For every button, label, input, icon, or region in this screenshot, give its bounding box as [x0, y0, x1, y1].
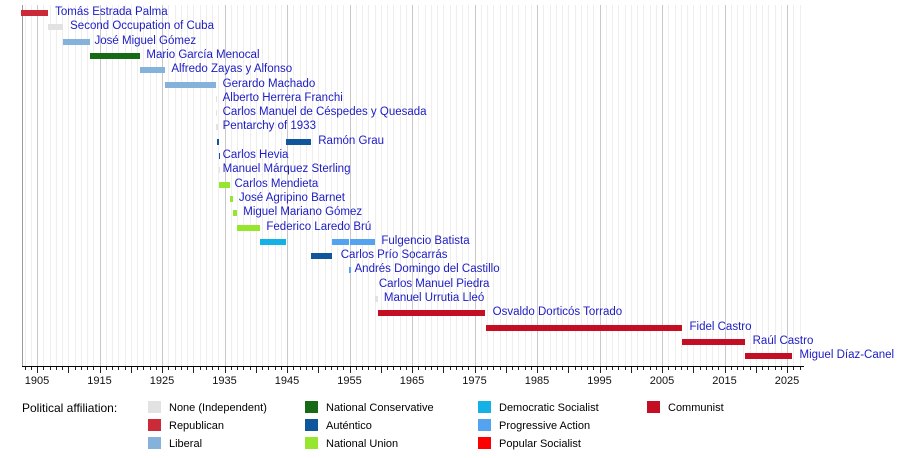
minor-tick — [175, 367, 176, 370]
person-label[interactable]: Mario García Menocal — [146, 48, 260, 61]
decade-gridline — [350, 5, 351, 366]
minor-tick — [468, 367, 469, 370]
year-gridline — [81, 5, 82, 366]
minor-tick — [181, 367, 182, 370]
major-tick — [193, 367, 194, 373]
timeline-bar-segment — [230, 196, 233, 202]
year-gridline — [762, 5, 763, 366]
year-gridline — [756, 5, 757, 366]
timeline-bar-segment — [286, 139, 311, 145]
year-gridline — [25, 5, 26, 366]
minor-tick — [712, 367, 713, 370]
person-label[interactable]: Carlos Hevia — [222, 149, 289, 161]
major-tick — [287, 367, 288, 373]
minor-tick — [281, 367, 282, 370]
year-gridline — [318, 5, 319, 366]
minor-tick — [168, 367, 169, 370]
year-gridline — [637, 5, 638, 366]
legend-swatch-republican — [148, 419, 161, 431]
timeline-bar-segment — [375, 296, 378, 302]
minor-tick — [625, 367, 626, 370]
minor-tick — [312, 367, 313, 370]
person-label[interactable]: Alfredo Zayas y Alfonso — [171, 63, 293, 76]
minor-tick — [668, 367, 669, 370]
minor-tick — [25, 367, 26, 370]
year-gridline — [675, 5, 676, 366]
legend-swatch-autentico — [305, 419, 318, 431]
plot-left-border — [22, 5, 23, 366]
year-gridline — [775, 5, 776, 366]
minor-tick — [212, 367, 213, 370]
legend-swatch-communist — [647, 401, 660, 413]
minor-tick — [50, 367, 51, 370]
minor-tick — [650, 367, 651, 370]
year-gridline — [743, 5, 744, 366]
person-label[interactable]: Osvaldo Dorticós Torrado — [492, 306, 623, 319]
major-tick — [100, 367, 101, 373]
timeline-bar-segment — [311, 253, 332, 259]
minor-tick — [587, 367, 588, 370]
minor-tick — [518, 367, 519, 370]
person-label[interactable]: Ramón Grau — [318, 134, 385, 147]
axis-tick-label: 1945 — [274, 375, 300, 387]
major-tick — [37, 367, 38, 373]
minor-tick — [531, 367, 532, 370]
major-tick — [162, 367, 163, 373]
legend-swatch-popular-socialist — [478, 437, 491, 449]
decade-gridline — [787, 5, 788, 366]
legend-label-autentico: Auténtico — [326, 420, 372, 432]
year-gridline — [356, 5, 357, 366]
year-gridline — [800, 5, 801, 366]
timeline-bar-segment — [219, 182, 231, 188]
year-gridline — [625, 5, 626, 366]
person-label[interactable]: Gerardo Machado — [222, 77, 316, 90]
minor-tick — [337, 367, 338, 370]
person-label[interactable]: José Agripino Barnet — [238, 191, 345, 204]
axis-tick-label: 1925 — [149, 375, 175, 387]
timeline-bar-segment — [21, 10, 48, 16]
year-gridline — [106, 5, 107, 366]
timeline-bar-segment — [745, 353, 792, 359]
minor-tick — [112, 367, 113, 370]
axis-tick-label: 1935 — [212, 375, 237, 387]
minor-tick — [306, 367, 307, 370]
timeline-bar-segment — [140, 67, 165, 73]
year-gridline — [362, 5, 363, 366]
year-gridline — [43, 5, 44, 366]
minor-tick — [231, 367, 232, 370]
minor-tick — [206, 367, 207, 370]
timeline-bar-segment — [682, 339, 745, 345]
legend-label-national-conservative: National Conservative — [326, 402, 434, 414]
major-tick — [725, 367, 726, 373]
year-gridline — [62, 5, 63, 366]
minor-tick — [387, 367, 388, 370]
minor-tick — [706, 367, 707, 370]
minor-tick — [156, 367, 157, 370]
axis-tick-label: 1985 — [524, 375, 550, 387]
year-gridline — [718, 5, 719, 366]
person-label[interactable]: Carlos Manuel de Céspedes y Quesada — [222, 106, 427, 119]
minor-tick — [31, 367, 32, 370]
minor-tick — [731, 367, 732, 370]
axis-tick-label: 1905 — [24, 375, 50, 387]
year-gridline — [768, 5, 769, 366]
person-label[interactable]: Carlos Prío Socarrás — [340, 249, 448, 262]
minor-tick — [718, 367, 719, 370]
person-label[interactable]: Pentarchy of 1933 — [222, 120, 316, 133]
major-tick — [443, 367, 444, 373]
major-tick — [318, 367, 319, 373]
minor-tick — [556, 367, 557, 370]
major-tick — [381, 367, 382, 373]
axis-tick-label: 1995 — [587, 375, 612, 387]
minor-tick — [781, 367, 782, 370]
minor-tick — [300, 367, 301, 370]
minor-tick — [275, 367, 276, 370]
person-label[interactable]: Alberto Herrera Franchi — [222, 91, 343, 104]
minor-tick — [56, 367, 57, 370]
minor-tick — [675, 367, 676, 370]
minor-tick — [487, 367, 488, 370]
year-gridline — [143, 5, 144, 366]
person-label[interactable]: Carlos Mendieta — [234, 177, 319, 190]
year-gridline — [631, 5, 632, 366]
year-gridline — [793, 5, 794, 366]
major-tick — [412, 367, 413, 373]
timeline-bar-segment — [216, 96, 218, 102]
major-tick — [131, 367, 132, 373]
timeline-bar-segment — [233, 210, 237, 216]
major-tick — [631, 367, 632, 373]
minor-tick — [593, 367, 594, 370]
year-gridline — [31, 5, 32, 366]
minor-tick — [581, 367, 582, 370]
legend-label-communist: Communist — [668, 402, 724, 414]
year-gridline — [56, 5, 57, 366]
major-tick — [756, 367, 757, 373]
person-label[interactable]: Manuel Márquez Sterling — [222, 163, 351, 176]
year-gridline — [87, 5, 88, 366]
minor-tick — [750, 367, 751, 370]
legend-title: Political affiliation: — [22, 401, 118, 415]
axis-tick-label: 1915 — [87, 375, 112, 387]
legend-label-popular-socialist: Popular Socialist — [499, 438, 581, 450]
legend-label-liberal: Liberal — [169, 438, 203, 450]
legend-swatch-liberal — [148, 437, 161, 449]
axis-tick-label: 2005 — [649, 375, 675, 387]
year-gridline — [50, 5, 51, 366]
axis-tick-label: 1965 — [399, 375, 425, 387]
legend-swatch-national-union — [305, 437, 318, 449]
minor-tick — [325, 367, 326, 370]
person-label[interactable]: Raúl Castro — [752, 334, 814, 347]
minor-tick — [62, 367, 63, 370]
timeline-bar-segment — [486, 325, 681, 331]
major-tick — [568, 367, 569, 373]
person-label[interactable]: Second Occupation of Cuba — [70, 20, 214, 33]
legend-swatch-democratic-socialist — [478, 401, 491, 413]
minor-tick — [462, 367, 463, 370]
person-label[interactable]: Fidel Castro — [689, 320, 752, 333]
year-gridline — [681, 5, 682, 366]
minor-tick — [700, 367, 701, 370]
person-label[interactable]: Miguel Díaz-Canel — [799, 349, 895, 362]
minor-tick — [150, 367, 151, 370]
axis-tick-label: 2015 — [712, 375, 737, 387]
minor-tick — [525, 367, 526, 370]
legend-label-none: None (Independent) — [169, 402, 267, 414]
minor-tick — [143, 367, 144, 370]
person-label[interactable]: Manuel Urrutia Lleó — [383, 292, 485, 304]
minor-tick — [81, 367, 82, 370]
minor-tick — [200, 367, 201, 370]
minor-tick — [125, 367, 126, 370]
person-label[interactable]: Andrés Domingo del Castillo — [354, 263, 500, 276]
timeline-bar-segment — [332, 239, 349, 245]
year-gridline — [712, 5, 713, 366]
minor-tick — [118, 367, 119, 370]
minor-tick — [268, 367, 269, 370]
major-tick — [787, 367, 788, 373]
minor-tick — [456, 367, 457, 370]
legend-swatch-national-conservative — [305, 401, 318, 413]
minor-tick — [500, 367, 501, 370]
year-gridline — [693, 5, 694, 366]
minor-tick — [331, 367, 332, 370]
year-gridline — [650, 5, 651, 366]
year-gridline — [656, 5, 657, 366]
minor-tick — [400, 367, 401, 370]
year-gridline — [643, 5, 644, 366]
minor-tick — [681, 367, 682, 370]
year-gridline — [687, 5, 688, 366]
year-gridline — [368, 5, 369, 366]
minor-tick — [437, 367, 438, 370]
minor-tick — [262, 367, 263, 370]
legend-label-republican: Republican — [169, 420, 225, 432]
minor-tick — [656, 367, 657, 370]
minor-tick — [562, 367, 563, 370]
minor-tick — [425, 367, 426, 370]
major-tick — [68, 367, 69, 373]
year-gridline — [375, 5, 376, 366]
person-label[interactable]: Fulgencio Batista — [381, 234, 470, 247]
minor-tick — [250, 367, 251, 370]
year-gridline — [737, 5, 738, 366]
timeline-bar-segment — [378, 310, 486, 316]
year-gridline — [68, 5, 69, 366]
minor-tick — [418, 367, 419, 370]
year-gridline — [93, 5, 94, 366]
year-gridline — [343, 5, 344, 366]
year-gridline — [331, 5, 332, 366]
year-gridline — [706, 5, 707, 366]
major-tick — [662, 367, 663, 373]
minor-tick — [612, 367, 613, 370]
legend-label-progressive-action: Progressive Action — [499, 420, 591, 432]
minor-tick — [512, 367, 513, 370]
minor-tick — [543, 367, 544, 370]
timeline-bar-segment — [349, 267, 351, 273]
person-label[interactable]: Miguel Mariano Gómez — [243, 206, 363, 219]
minor-tick — [362, 367, 363, 370]
minor-tick — [737, 367, 738, 370]
legend-swatch-progressive-action — [478, 419, 491, 431]
minor-tick — [237, 367, 238, 370]
timeline-bar-segment — [90, 53, 140, 59]
timeline-bar-segment — [350, 239, 374, 245]
minor-tick — [137, 367, 138, 370]
minor-tick — [775, 367, 776, 370]
minor-tick — [743, 367, 744, 370]
year-gridline — [137, 5, 138, 366]
minor-tick — [293, 367, 294, 370]
minor-tick — [606, 367, 607, 370]
timeline-bar-segment — [237, 225, 261, 231]
minor-tick — [87, 367, 88, 370]
person-label[interactable]: Carlos Manuel Piedra — [378, 277, 490, 290]
minor-tick — [218, 367, 219, 370]
axis-tick-label: 1955 — [337, 375, 362, 387]
minor-tick — [618, 367, 619, 370]
minor-tick — [368, 367, 369, 370]
decade-gridline — [662, 5, 663, 366]
minor-tick — [687, 367, 688, 370]
major-tick — [475, 367, 476, 373]
minor-tick — [575, 367, 576, 370]
minor-tick — [93, 367, 94, 370]
decade-gridline — [100, 5, 101, 366]
year-gridline — [131, 5, 132, 366]
person-label[interactable]: José Miguel Gómez — [94, 34, 197, 47]
major-tick — [350, 367, 351, 373]
year-gridline — [118, 5, 119, 366]
year-gridline — [487, 5, 488, 366]
legend-label-national-union: National Union — [326, 438, 399, 450]
minor-tick — [187, 367, 188, 370]
year-gridline — [325, 5, 326, 366]
minor-tick — [406, 367, 407, 370]
person-label[interactable]: Federico Laredo Brú — [266, 220, 372, 233]
year-gridline — [125, 5, 126, 366]
major-tick — [537, 367, 538, 373]
timeline-bar-segment — [165, 82, 216, 88]
person-label[interactable]: Tomás Estrada Palma — [55, 6, 168, 18]
minor-tick — [343, 367, 344, 370]
major-tick — [256, 367, 257, 373]
legend-swatch-none — [148, 401, 161, 413]
minor-tick — [375, 367, 376, 370]
timeline-bar-segment — [63, 39, 90, 45]
minor-tick — [637, 367, 638, 370]
minor-tick — [493, 367, 494, 370]
minor-tick — [768, 367, 769, 370]
minor-tick — [643, 367, 644, 370]
timeline-bar-segment — [219, 153, 221, 159]
minor-tick — [793, 367, 794, 370]
minor-tick — [393, 367, 394, 370]
axis-tick-label: 1975 — [462, 375, 487, 387]
timeline-bar-segment — [260, 239, 285, 245]
timeline-bar-segment — [217, 139, 219, 145]
minor-tick — [75, 367, 76, 370]
minor-tick — [800, 367, 801, 370]
legend-label-democratic-socialist: Democratic Socialist — [499, 402, 599, 414]
minor-tick — [481, 367, 482, 370]
decade-gridline — [725, 5, 726, 366]
timeline-bar-segment — [216, 110, 218, 116]
decade-gridline — [37, 5, 38, 366]
minor-tick — [106, 367, 107, 370]
minor-tick — [243, 367, 244, 370]
year-gridline — [668, 5, 669, 366]
major-tick — [506, 367, 507, 373]
year-gridline — [781, 5, 782, 366]
year-gridline — [750, 5, 751, 366]
year-gridline — [337, 5, 338, 366]
timeline-bar-segment — [219, 167, 221, 173]
minor-tick — [431, 367, 432, 370]
minor-tick — [356, 367, 357, 370]
timeline-bar-segment — [216, 124, 218, 130]
year-gridline — [700, 5, 701, 366]
year-gridline — [75, 5, 76, 366]
minor-tick — [762, 367, 763, 370]
minor-tick — [43, 367, 44, 370]
major-tick — [600, 367, 601, 373]
year-gridline — [731, 5, 732, 366]
year-gridline — [112, 5, 113, 366]
timeline-bar-segment — [48, 24, 63, 30]
major-tick — [225, 367, 226, 373]
axis-tick-label: 2025 — [774, 375, 800, 387]
minor-tick — [450, 367, 451, 370]
minor-tick — [550, 367, 551, 370]
major-tick — [693, 367, 694, 373]
